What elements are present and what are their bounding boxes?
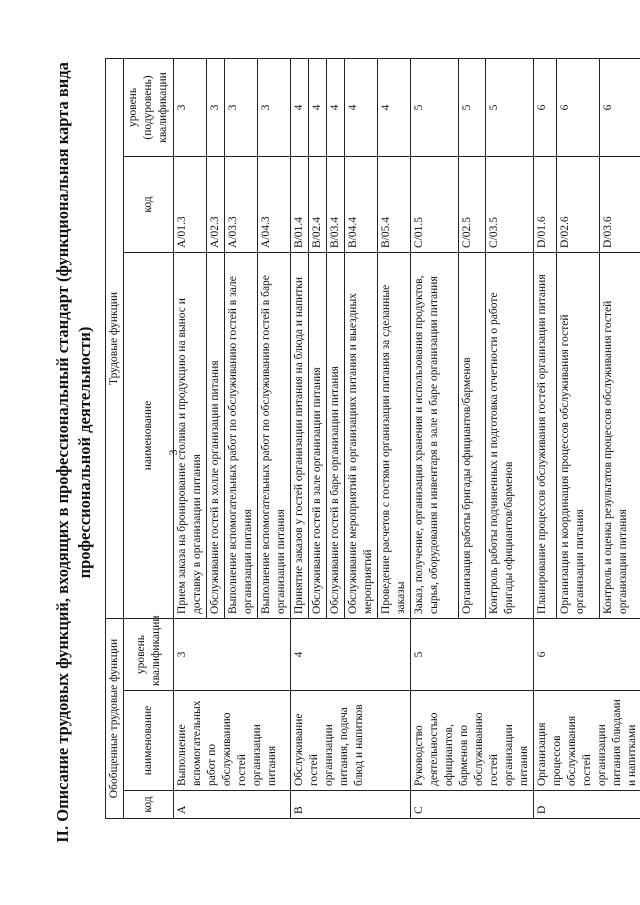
function-code: A/04.3 [258,156,291,252]
function-name: Обслуживание гостей в холле организации питания [207,252,225,618]
function-name: Организация работы бригады официантов/барменов [459,252,485,618]
document-title [52,0,96,905]
group-name: Обслуживание гостей организации питания, подача блюд и напитков [291,691,411,791]
header-labor-functions: Трудовые функции [106,58,124,618]
function-name: Выполнение вспомогательных работ по обслуживанию гостей в баре организации питания [258,252,291,618]
function-code: B/01.4 [291,156,309,252]
function-code: B/03.4 [327,156,345,252]
group-name: Руководство деятельностью официантов, барменов по обслуживанию гостей организации питания [411,691,534,791]
function-sublevel: 6 [534,58,557,156]
function-code: C/01.5 [411,156,459,252]
page-number: 3 [166,449,180,456]
function-sublevel: 5 [411,58,459,156]
group-level: 4 [291,618,411,690]
function-code: B/04.4 [345,156,378,252]
functional-map-table [105,58,640,819]
function-code: B/02.4 [309,156,327,252]
function-sublevel: 4 [378,58,411,156]
function-name: Обслуживание гостей в зале организации питания [309,252,327,618]
header-code: код [124,791,174,819]
header-sublevel: уровень (подуровень) квалификации [124,58,174,156]
function-sublevel: 3 [174,58,207,156]
function-code: A/01.3 [174,156,207,252]
function-sublevel: 4 [291,58,309,156]
function-code: C/02.5 [459,156,485,252]
function-sublevel: 3 [258,58,291,156]
title-line-1: II. Описание трудовых функций, входящих в профессиональный стандарт (функциональная карта вида [53,62,72,843]
header-row-2 [124,58,174,818]
function-sublevel: 4 [345,58,378,156]
function-sublevel: 3 [225,58,258,156]
group-code: C [411,791,534,819]
header-name: наименование [124,691,174,791]
function-name: Планирование процессов обслуживания гостей организации питания [534,252,557,618]
function-name: Обслуживание гостей в баре организации питания [327,252,345,618]
function-name: Организация и координация процессов обслуживания гостей организации питания [557,252,599,618]
group-code: B [291,791,411,819]
function-name: Заказ, получение, организация хранения и использования продуктов, сырья, оборудования и инвентаря в зале и баре организации питания [411,252,459,618]
function-name: Выполнение вспомогательных работ по обслуживанию гостей в зале организации питания [225,252,258,618]
function-sublevel: 6 [557,58,599,156]
function-code: D/01.6 [534,156,557,252]
table-row [291,58,309,818]
function-name: Принятие заказов у гостей организации питания на блюда и напитки [291,252,309,618]
function-code: A/03.3 [225,156,258,252]
group-level: 5 [411,618,534,690]
function-code: D/03.6 [599,156,640,252]
table-row [174,58,207,818]
function-sublevel: 4 [309,58,327,156]
group-name: Выполнение вспомогательных работ по обслуживанию гостей организации питания [174,691,291,791]
title-line-2: профессиональной деятельности) [75,326,94,579]
table-row [534,58,557,818]
function-code: D/02.6 [557,156,599,252]
group-level: 3 [174,618,291,690]
header-row-1 [106,58,124,818]
function-sublevel: 6 [599,58,640,156]
function-code: B/05.4 [378,156,411,252]
group-code: D [534,791,640,819]
function-code: C/03.5 [485,156,533,252]
function-name: Обслуживание мероприятий в организациях питания и выездных мероприятий [345,252,378,618]
header-function-name: наименование [124,252,174,618]
function-name: Контроль работы подчиненных и подготовка отчетности о работе бригады официантов/барменов [485,252,533,618]
function-name: Контроль и оценка результатов процессов обслуживания гостей организации питания [599,252,640,618]
function-sublevel: 5 [485,58,533,156]
function-name: Проведение расчетов с гостями организации питания за сделанные заказы [378,252,411,618]
group-level: 6 [534,618,640,690]
table-row [411,58,459,818]
header-function-code: код [124,156,174,252]
function-sublevel: 3 [207,58,225,156]
header-level: уровень квалификации [124,618,174,690]
header-generalized-functions: Обобщенные трудовые функции [106,618,124,818]
table-body [106,58,640,818]
group-name: Организация процессов обслуживания гостей организации питания блюдами и напитками [534,691,640,791]
function-sublevel: 4 [327,58,345,156]
function-name: Прием заказа на бронирование столика и продукцию на вынос и доставку в организации питания [174,252,207,618]
group-code: A [174,791,291,819]
function-sublevel: 5 [459,58,485,156]
function-code: A/02.3 [207,156,225,252]
